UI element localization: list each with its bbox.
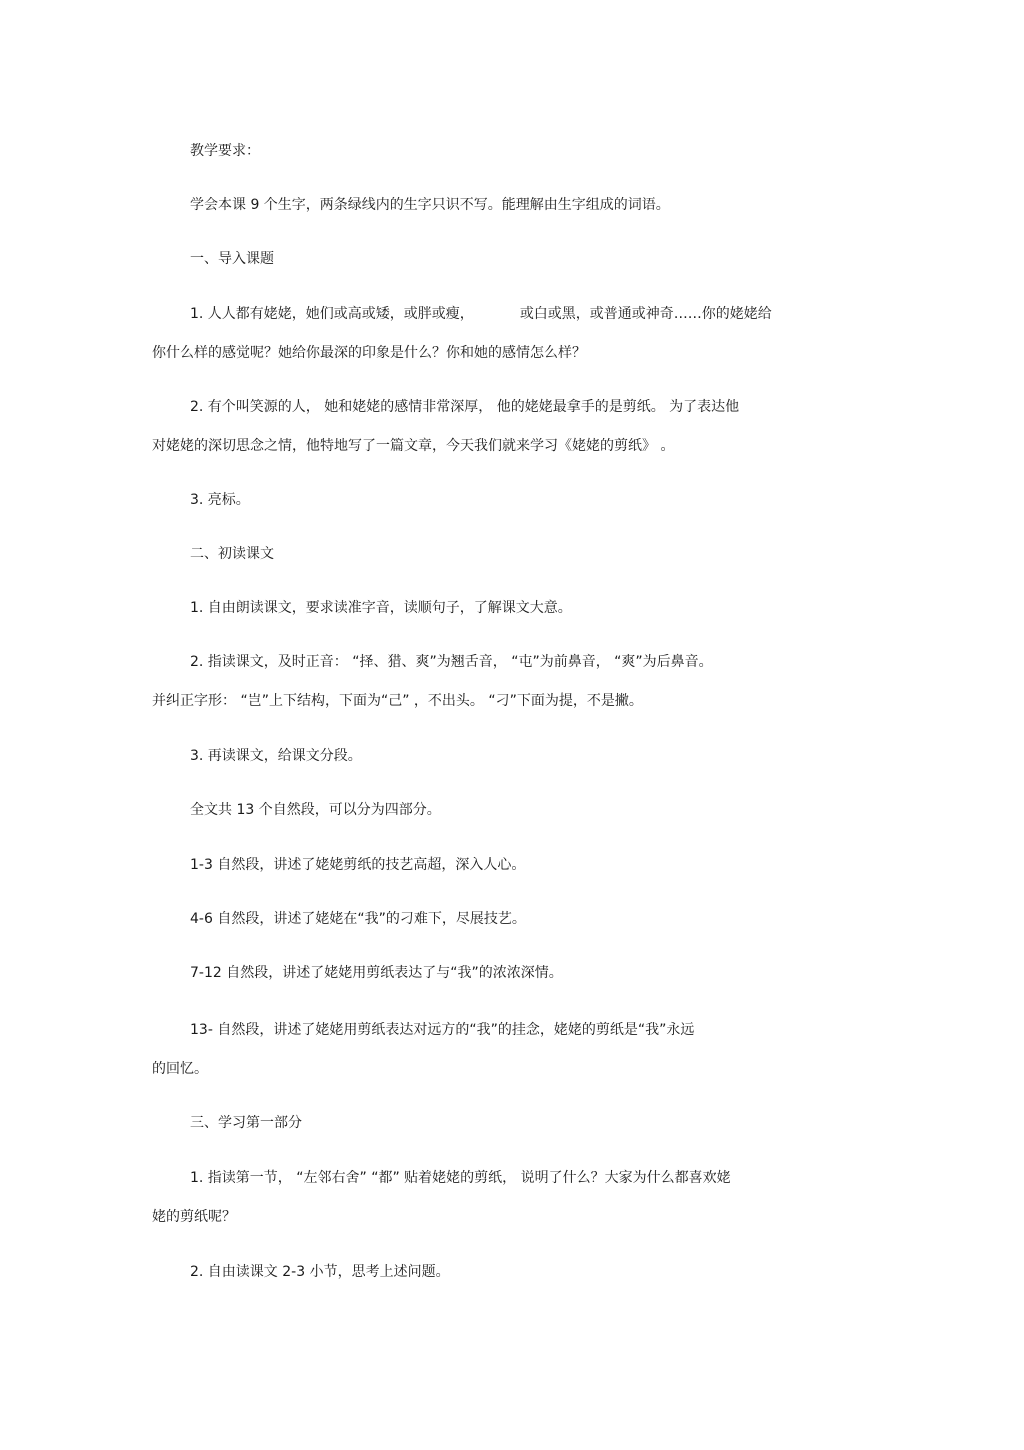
section-2-paragraph-3: 3. 再读课文，给课文分段。 <box>190 748 362 764</box>
section-2-paragraph-2-line-2: 并纠正字形： “岂”上下结构，下面为“己” ，不出头。 “刁”下面为提，不是撇。 <box>152 693 643 709</box>
section-2-paragraph-1: 1. 自由朗读课文，要求读准字音，读顺句子，了解课文大意。 <box>190 600 572 616</box>
section-3-title: 三、学习第一部分 <box>190 1115 302 1131</box>
section-2-part-4-line-1: 13- 自然段，讲述了姥姥用剪纸表达对远方的“我”的挂念，姥姥的剪纸是“我”永远 <box>190 1022 695 1038</box>
section-2-part-2: 4-6 自然段，讲述了姥姥在“我”的刁难下，尽展技艺。 <box>190 911 526 927</box>
section-1-paragraph-1-line-2: 你什么样的感觉呢？她给你最深的印象是什么？你和她的感情怎么样？ <box>152 345 586 361</box>
section-3-paragraph-2: 2. 自由读课文 2-3 小节，思考上述问题。 <box>190 1264 450 1280</box>
section-2-paragraph-2-line-1: 2. 指读课文，及时正音： “择、猎、爽”为翘舌音， “屯”为前鼻音， “爽”为后鼻音。 <box>190 654 713 670</box>
section-1-paragraph-1-line-1-end: 或白或黑，或普通或神奇……你的姥姥给 <box>519 306 772 322</box>
section-1-paragraph-2-line-1: 2. 有个叫笑源的人， 她和姥姥的感情非常深厚， 他的姥姥最拿手的是剪纸。 为了表达他 <box>190 399 740 415</box>
section-3-paragraph-1-line-1: 1. 指读第一节， “左邻右舍” “都” 贴着姥姥的剪纸， 说明了什么？大家为什么都喜欢姥 <box>190 1170 731 1186</box>
section-1-paragraph-2-line-2: 对姥姥的深切思念之情，他特地写了一篇文章，今天我们就来学习《姥姥的剪纸》 。 <box>152 438 675 454</box>
requirements-heading: 教学要求： <box>190 143 260 159</box>
section-1-paragraph-1-line-1-start: 1. 人人都有姥姥，她们或高或矮，或胖或瘦， <box>190 306 474 322</box>
section-2-part-1: 1-3 自然段，讲述了姥姥剪纸的技艺高超，深入人心。 <box>190 857 526 873</box>
section-1-paragraph-1-line-1 <box>190 305 772 323</box>
section-2-part-3: 7-12 自然段，讲述了姥姥用剪纸表达了与“我”的浓浓深情。 <box>190 965 563 981</box>
section-3-paragraph-1-line-2: 姥的剪纸呢？ <box>152 1209 236 1225</box>
requirements-text: 学会本课 9 个生字，两条绿线内的生字只识不写。能理解由生字组成的词语。 <box>190 197 670 213</box>
section-2-paragraph-4: 全文共 13 个自然段，可以分为四部分。 <box>190 802 441 818</box>
section-2-part-4-line-2: 的回忆。 <box>152 1061 208 1077</box>
section-2-title: 二、初读课文 <box>190 546 274 562</box>
section-1-title: 一、导入课题 <box>190 251 274 267</box>
section-1-paragraph-3: 3. 亮标。 <box>190 492 250 508</box>
